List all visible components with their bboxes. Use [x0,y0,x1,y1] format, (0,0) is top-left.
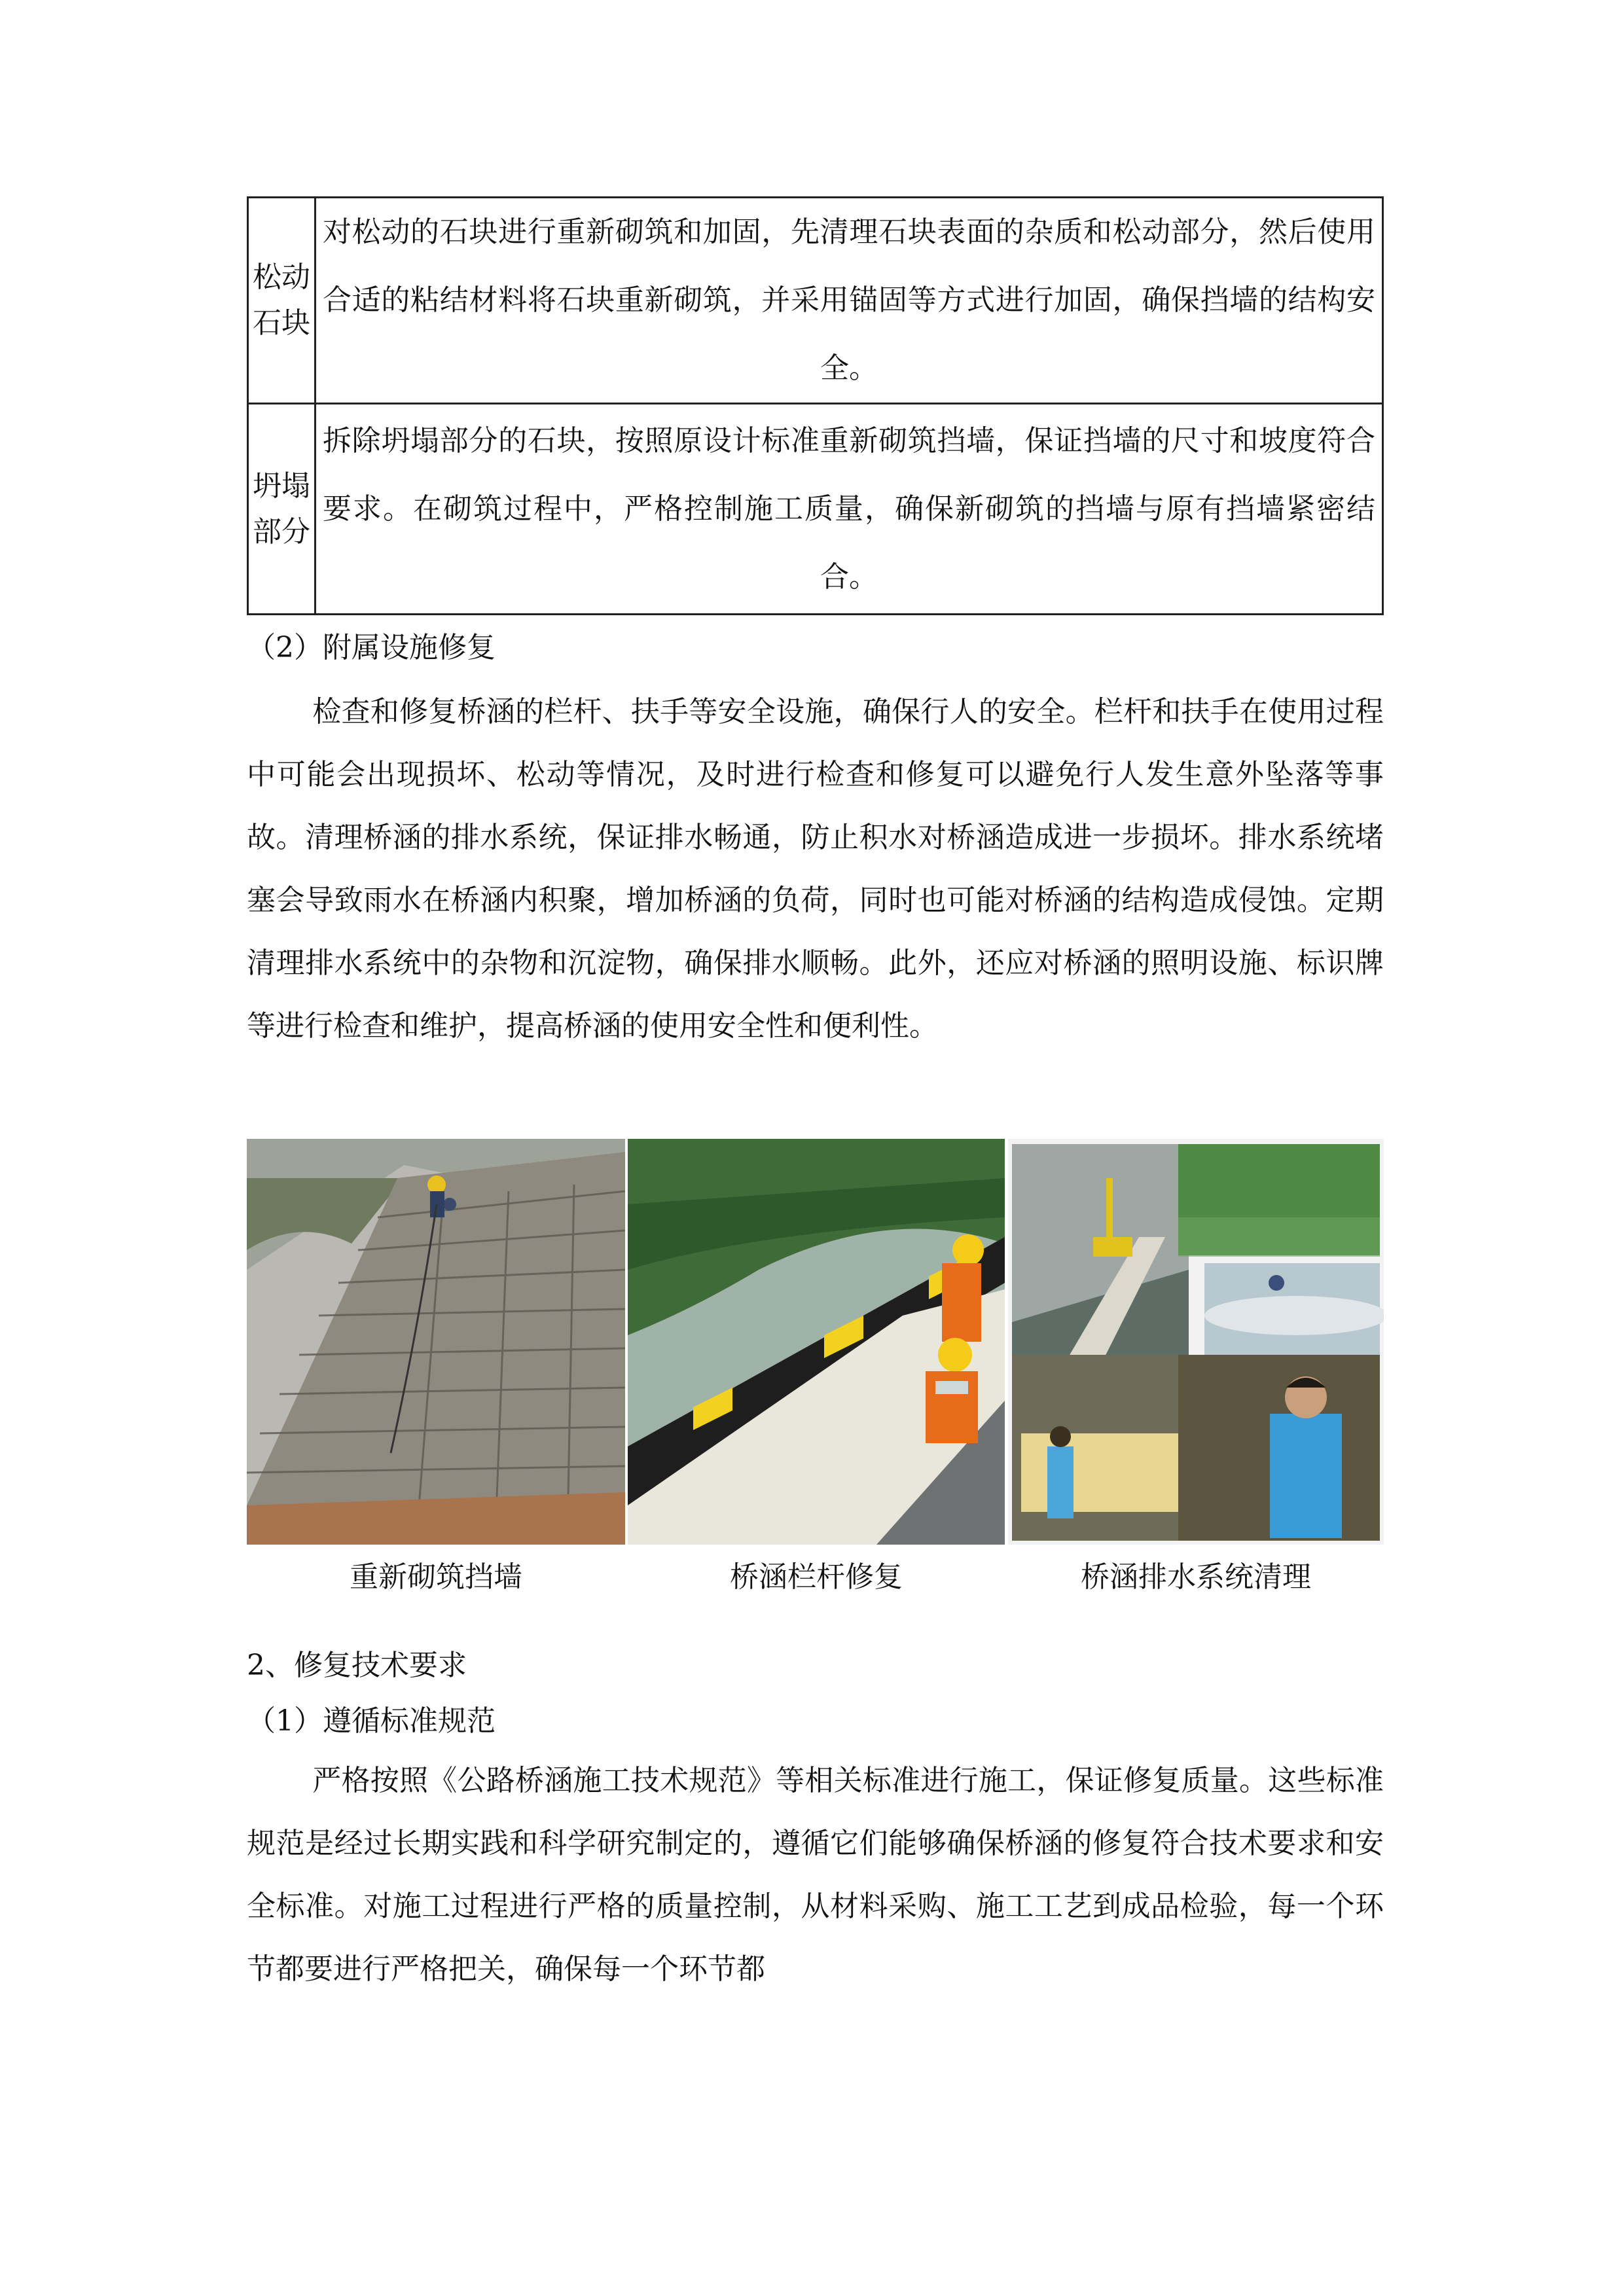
photo-drainage-cleaning [1008,1139,1384,1545]
paragraph-follow-standards [247,1749,1384,2001]
table-row [248,198,1383,404]
caption-railing-repair: 桥涵栏杆修复 [730,1560,903,1594]
caption-retaining-wall: 重新砌筑挡墙 [350,1560,522,1594]
sub-heading-follow-standards: （1）遵循标准规范 [247,1704,496,1738]
paragraph-text: 严格按照《公路桥涵施工技术规范》等相关标准进行施工，保证修复质量。这些标准规范是经过长期实践和科学研究制定的，遵循它们能够确保桥涵的修复符合技术要求和安全标准。对施工过程进行严格的质量控制，从材料采购、施工工艺到成品检验，每一个环节都要进行严格把关，确保每一个环节都 [247,1764,1384,1986]
row-label-collapsed-part [248,404,316,615]
photo-strip [247,1139,1384,1545]
row-label-line: 石块 [253,306,310,340]
photo-railing-repair [628,1139,1005,1545]
row-label-line: 松动 [253,260,310,294]
photo-retaining-wall [247,1139,625,1545]
row-label-line: 坍塌 [253,469,310,503]
row-label-line: 部分 [253,514,310,548]
table-row [248,404,1383,615]
paragraph-ancillary-repair [247,681,1384,1058]
paragraph-text: 检查和修复桥涵的栏杆、扶手等安全设施，确保行人的安全。栏杆和扶手在使用过程中可能会出现损坏、松动等情况，及时进行检查和修复可以避免行人发生意外坠落等事故。清理桥涵的排水系统，保证排水畅通，防止积水对桥涵造成进一步损坏。排水系统堵塞会导致雨水在桥涵内积聚，增加桥涵的负荷，同时也可能对桥涵的结构造成侵蚀。定期清理排水系统中的杂物和沉淀物，确保排水顺畅。此外，还应对桥涵的照明设施、标识牌等进行检查和维护，提高桥涵的使用安全性和便利性。 [247,695,1384,1043]
row-text-loose-stones: 对松动的石块进行重新砌筑和加固，先清理石块表面的杂质和松动部分，然后使用合适的粘结材料将石块重新砌筑，并采用锚固等方式进行加固，确保挡墙的结构安全。 [316,198,1383,404]
repair-method-table [247,196,1384,615]
section-heading-technical-requirements: 2、修复技术要求 [247,1649,467,1682]
row-label-loose-stones [248,198,316,404]
section-heading-ancillary-repair: （2）附属设施修复 [247,631,496,664]
caption-drainage-cleaning: 桥涵排水系统清理 [1081,1560,1311,1594]
row-text-collapsed-part: 拆除坍塌部分的石块，按照原设计标准重新砌筑挡墙，保证挡墙的尺寸和坡度符合要求。在砌筑过程中，严格控制施工质量，确保新砌筑的挡墙与原有挡墙紧密结合。 [316,404,1383,615]
